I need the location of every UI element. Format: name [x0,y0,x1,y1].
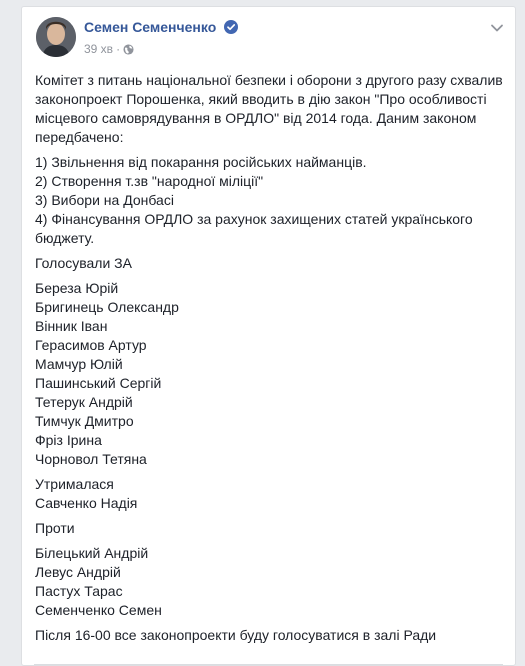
more-options-icon[interactable] [489,21,505,35]
against-heading: Проти [35,520,75,536]
post-meta [84,42,134,56]
list-item: Мамчур Юлій [35,356,123,372]
post-content [35,71,505,651]
meta-separator: · [116,42,121,56]
list-item: Білецький Андрій [35,545,149,561]
list-item: Береза Юрій [35,280,119,296]
list-item: Левус Андрій [35,564,121,580]
globe-icon[interactable] [123,44,134,55]
for-names-list [35,279,505,469]
list-item: Пашинський Сергій [35,375,162,391]
avatar[interactable] [36,17,76,57]
post-time[interactable]: 39 хв [84,42,114,56]
list-item: Тимчук Дмитро [35,413,134,429]
list-item: Савченко Надія [35,495,138,511]
divider [34,664,503,665]
list-item: Чорновол Тетяна [35,451,147,467]
avatar-photo [36,17,76,57]
for-heading: Голосували ЗА [35,255,132,271]
list-item: 2) Створення т.зв "народної міліції" [35,173,264,189]
verified-badge-icon [224,20,238,34]
list-item: Тетерук Андрій [35,394,133,410]
list-item: Герасимов Артур [35,337,147,353]
list-item: 3) Вибори на Донбасі [35,192,174,208]
list-item: Семенченко Семен [35,602,162,618]
list-item: Пастух Тарас [35,583,123,599]
abstain-heading: Утрималася [35,476,114,492]
abstain-section [35,475,505,513]
post-items-list [35,153,505,248]
list-item: Вінник Іван [35,318,108,334]
list-item: 4) Фінансування ОРДЛО за рахунок захищених статей українського бюджету. [35,211,473,246]
list-item: Фріз Ірина [35,432,102,448]
post-header [22,7,515,67]
against-names-list [35,544,505,620]
author-name[interactable] [84,19,238,35]
list-item: Бригинець Олександр [35,299,179,315]
author-name-text[interactable]: Семен Семенченко [84,19,217,35]
post-intro: Комітет з питань національної безпеки і оборони з другого разу схвалив законопроект Порошенка, який вводить в дію закон "Про особливості місцевого самоврядування в ОРДЛО" від 2014 года. Даним законом передбачено: [35,72,503,145]
post-outro: Після 16-00 все законопроекти буду голосуватися в залі Ради [35,627,437,643]
post-card [21,6,516,666]
list-item: 1) Звільнення від покарання російських найманців. [35,154,367,170]
